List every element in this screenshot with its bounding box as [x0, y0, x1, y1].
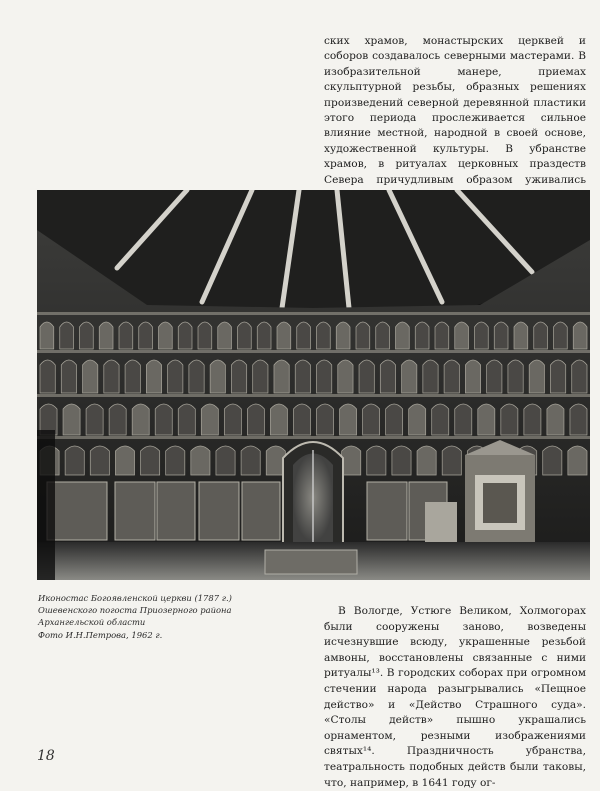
icon-niche: [191, 446, 210, 475]
icon-niche: [270, 404, 287, 435]
icon-niche: [166, 446, 185, 475]
caption-line-2: Ошевенского погоста Приозерного района: [38, 605, 232, 616]
icon-niche: [508, 360, 523, 393]
page-number: 18: [37, 748, 55, 764]
paragraph-top: ских храмов, монастырских церквей и соборов создавалось северными мастерами. В изобразительной манере, приемах скульптурной резьбы, образных решениях произведений северной деревянной пластики этого периода прослеживается сильное влияние местной, народной в своей основе, художественной культуры. В убранстве храмов, в ритуалах церковных праздеств Севера причудливым образом уживались: [324, 35, 586, 186]
icon-niche: [274, 360, 289, 393]
icon-niche: [494, 322, 508, 349]
icon-niche: [356, 322, 370, 349]
icon-niche: [501, 404, 518, 435]
icon-niche: [146, 360, 161, 393]
icon-niche: [119, 322, 133, 349]
icon-niche: [86, 404, 103, 435]
icon-niche: [40, 322, 54, 349]
paragraph-bottom: В Вологде, Устюге Великом, Холмогорах были сооружены заново, возведены исчезнувшие всюду, украшенные резьбой амвоны, восстановлены связанные с ними ритуалы¹³. В городских соборах при огромном стечении народа разыгрывались «Пещное действо» и «Действо Страшного суда». «Столы действ» пышно украшались орнаментом, резными изображениями святых¹⁴. Праздничность убранства, театральность подобных действ были таковы, что, например, в 1641 году ог-: [324, 605, 586, 789]
icon-niche: [241, 446, 260, 475]
icon-niche: [342, 446, 361, 475]
iconostasis-tier-band: [37, 436, 590, 439]
icon-niche: [189, 360, 204, 393]
icon-niche: [415, 322, 429, 349]
icon-niche: [231, 360, 246, 393]
icon-niche: [380, 360, 395, 393]
icon-niche: [409, 404, 426, 435]
iconostasis-tier-band: [37, 350, 590, 353]
icon-niche: [198, 322, 212, 349]
icon-niche: [201, 404, 218, 435]
icon-niche: [168, 360, 183, 393]
icon-niche: [423, 360, 438, 393]
icon-niche: [455, 322, 469, 349]
icon-niche: [277, 322, 291, 349]
icon-niche: [432, 404, 449, 435]
icon-niche: [435, 322, 449, 349]
icon-niche: [338, 360, 353, 393]
iconostasis-photograph: [37, 190, 590, 580]
icon-niche: [570, 404, 587, 435]
icon-niche: [104, 360, 119, 393]
icon-niche: [155, 404, 172, 435]
local-tier-icon: [115, 482, 155, 540]
local-tier-icon: [199, 482, 239, 540]
icon-niche: [80, 322, 94, 349]
icon-niche: [543, 446, 562, 475]
icon-niche: [396, 322, 410, 349]
icon-niche: [178, 322, 192, 349]
icon-niche: [417, 446, 436, 475]
icon-niche: [257, 322, 271, 349]
icon-niche: [367, 446, 386, 475]
icon-niche: [60, 322, 74, 349]
icon-niche: [109, 404, 126, 435]
icon-niche: [392, 446, 411, 475]
icon-niche: [159, 322, 173, 349]
icon-niche: [524, 404, 541, 435]
icon-niche: [317, 322, 331, 349]
icon-niche: [115, 446, 134, 475]
icon-niche: [99, 322, 113, 349]
icon-niche: [402, 360, 417, 393]
icon-niche: [83, 360, 98, 393]
icon-niche: [139, 322, 153, 349]
icon-niche: [455, 404, 472, 435]
icon-niche: [317, 360, 332, 393]
icon-niche: [465, 360, 480, 393]
icon-niche: [359, 360, 374, 393]
icon-niche: [125, 360, 140, 393]
icon-niche: [514, 322, 528, 349]
icon-niche: [224, 404, 241, 435]
icon-niche: [529, 360, 544, 393]
icon-niche: [363, 404, 380, 435]
photo-image: [37, 190, 590, 580]
icon-niche: [487, 360, 502, 393]
icon-niche: [444, 360, 459, 393]
icon-niche: [63, 404, 80, 435]
icon-niche: [141, 446, 160, 475]
icon-niche: [218, 322, 232, 349]
icon-niche: [550, 360, 565, 393]
icon-niche: [210, 360, 225, 393]
icon-niche: [293, 404, 310, 435]
iconostasis-tier-band: [37, 394, 590, 397]
icon-niche: [573, 322, 587, 349]
icon-niche: [386, 404, 403, 435]
icon-niche: [340, 404, 357, 435]
icon-niche: [253, 360, 268, 393]
icon-niche: [442, 446, 461, 475]
local-tier-icon: [47, 482, 107, 540]
local-tier-icon: [367, 482, 407, 540]
icon-niche: [247, 404, 264, 435]
icon-niche: [238, 322, 252, 349]
photo-caption: [38, 592, 268, 641]
local-tier-icon: [242, 482, 280, 540]
icon-niche: [478, 404, 495, 435]
icon-niche: [132, 404, 149, 435]
icon-niche: [40, 360, 55, 393]
icon-niche: [475, 322, 489, 349]
caption-line-1: Иконостас Богоявленской церкви (1787 г.): [38, 593, 232, 603]
icon-niche: [90, 446, 109, 475]
icon-niche: [297, 322, 311, 349]
icon-niche: [554, 322, 568, 349]
local-tier-icon: [157, 482, 195, 540]
icon-niche: [295, 360, 310, 393]
icon-niche: [534, 322, 548, 349]
icon-niche: [178, 404, 195, 435]
icon-niche: [568, 446, 587, 475]
body-text-bottom: [324, 604, 586, 791]
icon-niche: [317, 404, 334, 435]
icon-niche: [61, 360, 76, 393]
icon-niche: [547, 404, 564, 435]
icon-niche: [376, 322, 390, 349]
icon-niche: [572, 360, 587, 393]
icon-niche: [216, 446, 235, 475]
iconostasis-tier-band: [37, 312, 590, 315]
icon-niche: [65, 446, 84, 475]
caption-line-3: Архангельской области: [38, 617, 146, 628]
icon-niche: [336, 322, 350, 349]
caption-line-4: Фото И.Н.Петрова, 1962 г.: [38, 629, 163, 640]
